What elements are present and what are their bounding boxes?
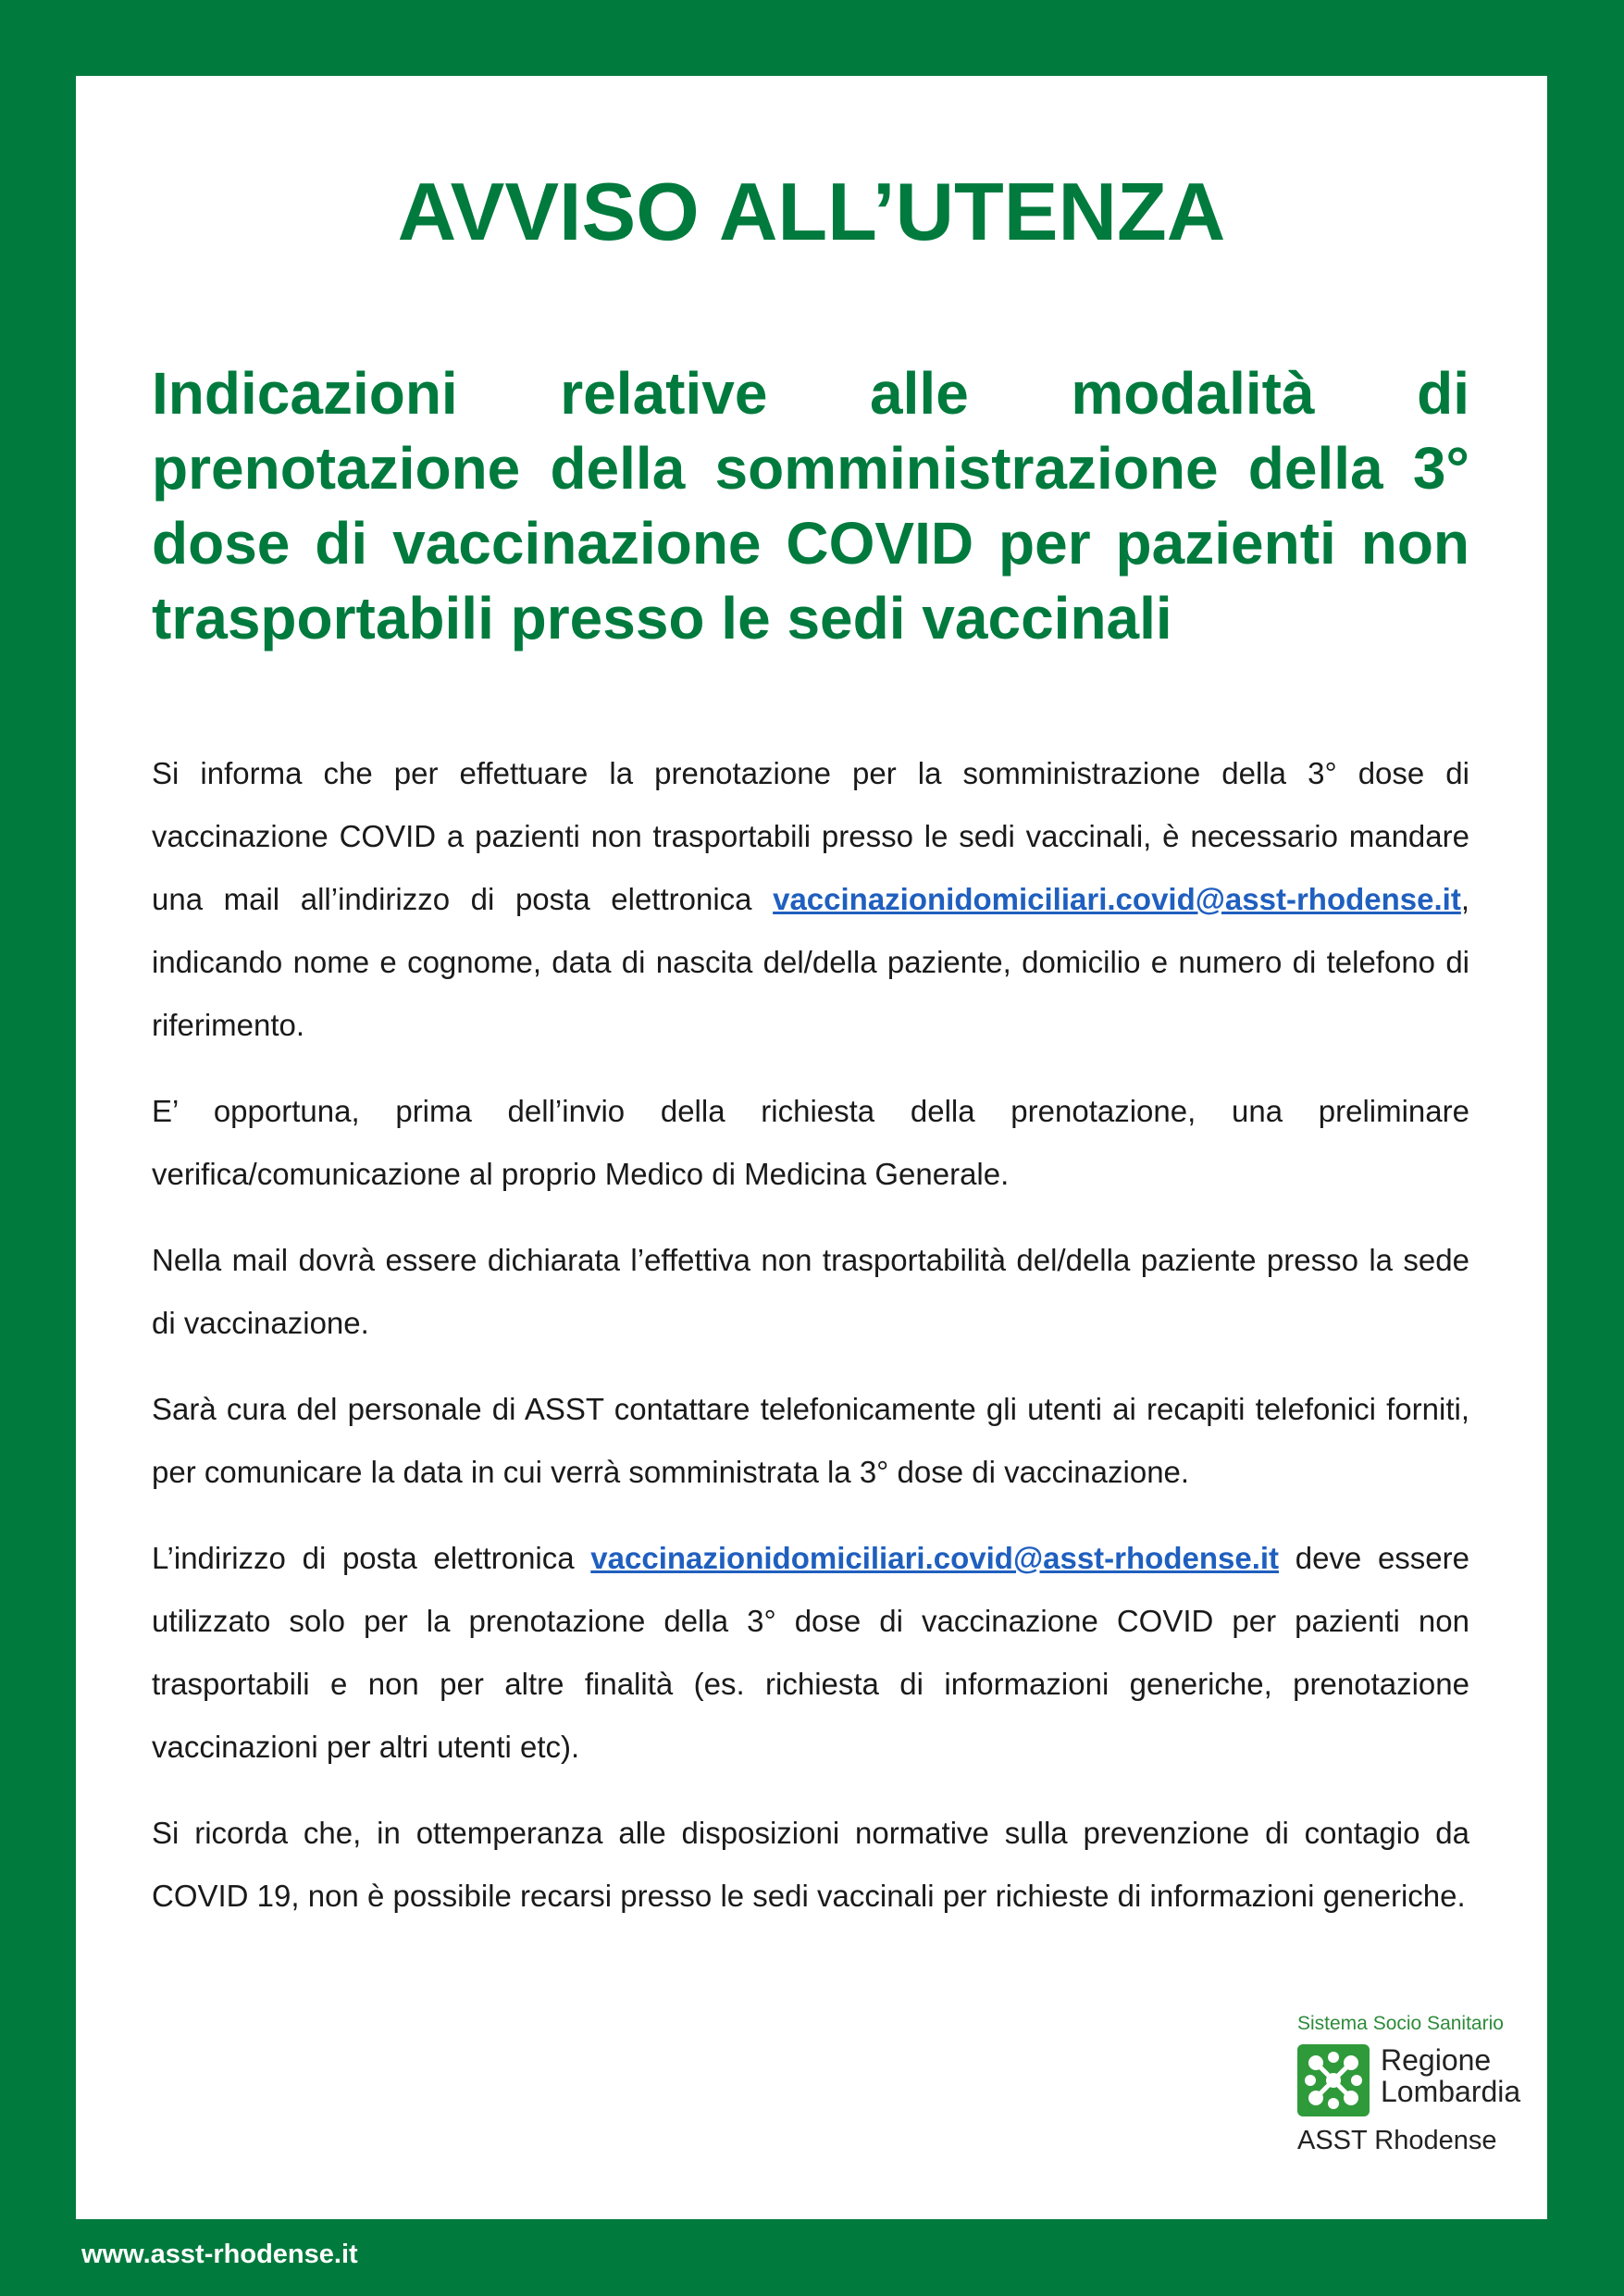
paragraph-booking-instructions: Si informa che per effettuare la prenotazione per la somministrazione della 3° dose di vaccinazione COVID a pazienti non trasportabili presso le sedi vaccinali, è necessario mandare una mail all’indirizzo di posta elettronica vaccinazionidomiciliari.covid@asst-rhodense.it, indicando nome e cognome, data di nascita del/della paziente, domicilio e numero di telefono di riferimento.	[152, 756, 1469, 1042]
paragraph-email-usage: L’indirizzo di posta elettronica vaccinazionidomiciliari.covid@asst-rhodense.it deve essere utilizzato solo per la prenotazione della 3° dose di vaccinazione COVID per pazienti non trasportabili e non per altre finalità (es. richiesta di informazioni generiche, prenotazione vaccinazioni per altri utenti etc).	[152, 1541, 1469, 1764]
email-link[interactable]: vaccinazionidomiciliari.covid@asst-rhodense.it	[590, 1541, 1280, 1575]
notice-panel	[76, 76, 1547, 2219]
notice-body	[152, 742, 1469, 1951]
footer-website-link[interactable]: www.asst-rhodense.it	[81, 2240, 358, 2269]
rosa-camuna-icon	[1297, 2044, 1370, 2116]
paragraph-declaration: Nella mail dovrà essere dichiarata l’effettiva non trasportabilità del/della paziente presso la sede di vaccinazione.	[152, 1243, 1469, 1340]
paragraph-gp-verification: E’ opportuna, prima dell’invio della richiesta della prenotazione, una preliminare verifica/comunicazione al proprio Medico di Medicina Generale.	[152, 1094, 1469, 1191]
paragraph-contact: Sarà cura del personale di ASST contattare telefonicamente gli utenti ai recapiti telefonici forniti, per comunicare la data in cui verrà somministrata la 3° dose di vaccinazione.	[152, 1392, 1469, 1489]
email-link[interactable]: vaccinazionidomiciliari.covid@asst-rhodense.it	[773, 882, 1461, 916]
logo-system-label: Sistema Socio Sanitario	[1297, 2013, 1504, 2034]
paragraph-reminder: Si ricorda che, in ottemperanza alle disposizioni normative sulla prevenzione di contagio da COVID 19, non è possibile recarsi presso le sedi vaccinali per richieste di informazioni generiche.	[152, 1816, 1469, 1913]
notice-subtitle: Indicazioni relative alle modalità di prenotazione della somministrazione della 3° dose di vaccinazione COVID per pazienti non trasportabili presso le sedi vaccinali	[152, 360, 1469, 652]
regione-lombardia-logo	[1290, 2013, 1531, 2155]
logo-region-name: Regione Lombardia	[1381, 2043, 1521, 2108]
notice-title: AVVISO ALL’UTENZA	[397, 166, 1226, 257]
logo-org-name: ASST Rhodense	[1297, 2126, 1497, 2155]
